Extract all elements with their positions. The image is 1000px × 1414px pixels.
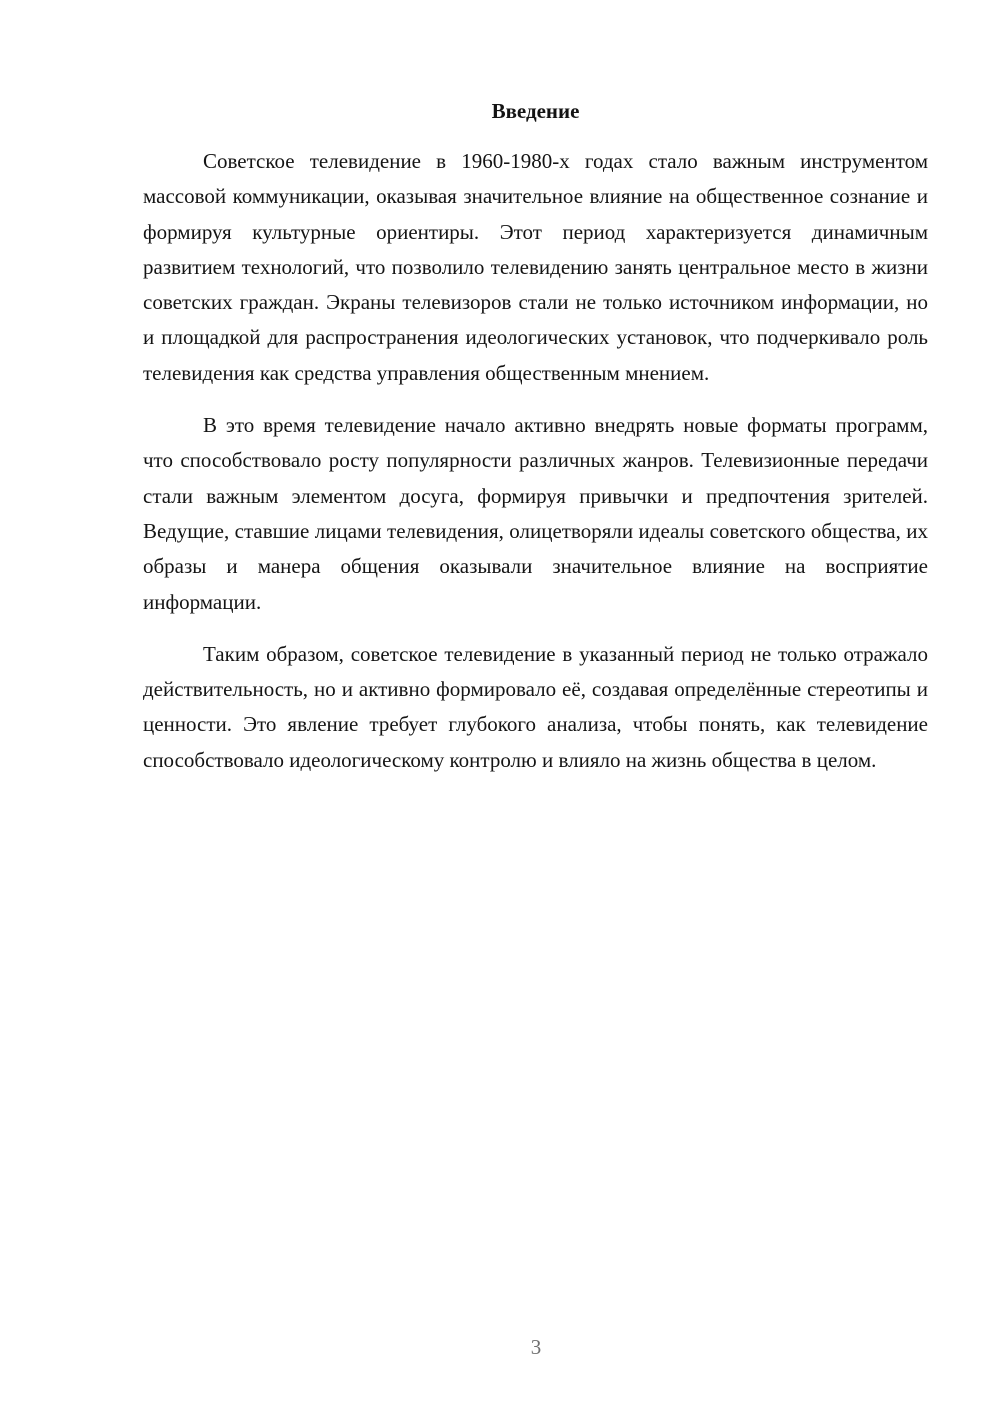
page-content <box>143 94 928 778</box>
section-heading: Введение <box>491 99 580 123</box>
paragraph-2: В это время телевидение начало активно внедрять новые форматы программ, что способствовало росту популярности различных жанров. Телевизионные передачи стали важным элементом досуга, формируя привычки и предпочтения зрителей. Ведущие, ставшие лицами телевидения, олицетворяли идеалы советского общества, их образы и манера общения оказывали значительное влияние на восприятие информации. <box>143 413 928 614</box>
paragraph-3: Таким образом, советское телевидение в указанный период не только отражало действительность, но и активно формировало её, создавая определённые стереотипы и ценности. Это явление требует глубокого анализа, чтобы понять, как телевидение способствовало идеологическому контролю и влияло на жизнь общества в целом. <box>143 641 928 772</box>
page-number: 3 <box>530 1335 542 1359</box>
paragraph-1: Советское телевидение в 1960-1980-х годах стало важным инструментом массовой коммуникации, оказывая значительное влияние на общественное сознание и формируя культурные ориентиры. Этот период характеризуется динамичным развитием технологий, что позволило телевидению занять центральное место в жизни советских граждан. Экраны телевизоров стали не только источником информации, но и площадкой для распространения идеологических установок, что подчеркивало роль телевидения как средства управления общественным мнением. <box>143 149 928 385</box>
